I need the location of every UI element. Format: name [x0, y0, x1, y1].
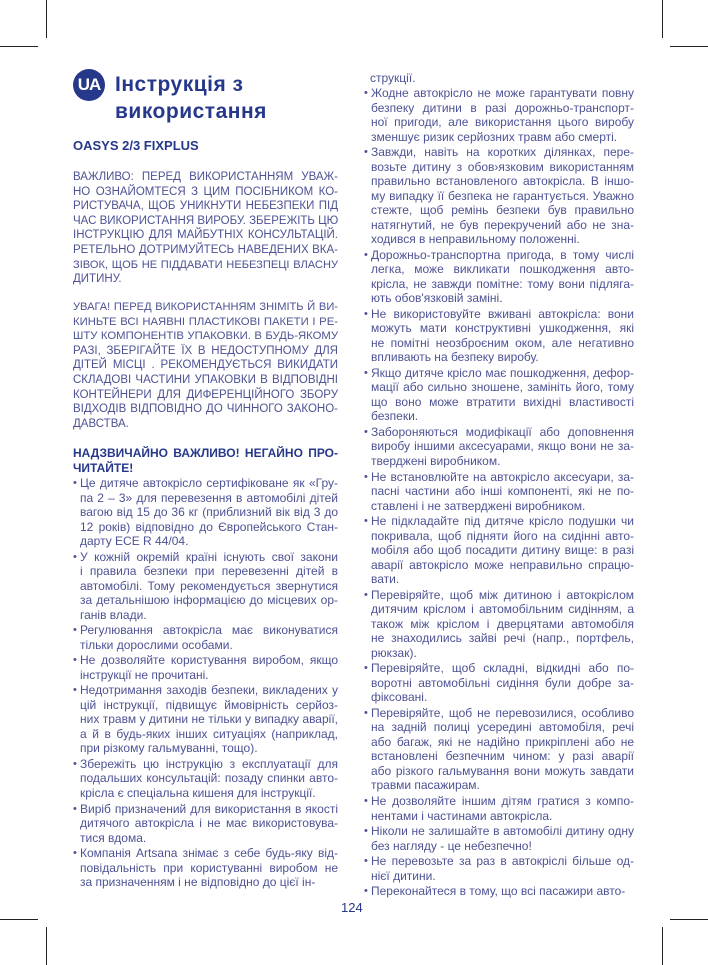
text-line: тільки дорослими особами. [80, 637, 233, 652]
crop-mark [0, 46, 38, 47]
text-line: за призначенням і не відповідно до цієї ін- [80, 875, 316, 890]
bullet-icon: • [364, 795, 368, 808]
language-badge: UA [73, 69, 105, 101]
text-line: ІНСТРУКЦІЮ ДЛЯ МАЙБУТНІХ КОНСУЛЬТАЦІЙ. [73, 229, 338, 242]
bullet-icon: • [364, 248, 368, 261]
text-line: дитячим кріслом і автомобільним сидінням, а [371, 602, 634, 617]
text-line: У кожній окремій країні існують свої закони [80, 549, 338, 564]
text-line: що воно може втратити вихідні властивості [371, 394, 634, 409]
bullet-icon: • [364, 146, 368, 159]
text-line: 12 років) відповідно до Європейського Стан- [80, 519, 338, 534]
text-line: Не встановлюйте на автокрісло аксесуари, за- [371, 469, 634, 484]
page-title [115, 71, 267, 125]
text-line: Не підкладайте під дитяче крісло подушки чи [371, 514, 634, 529]
text-line: при різкому гальмуванні, тощо). [80, 741, 258, 756]
text-line: стежте, щоб ремінь безпеки був правильно [371, 203, 634, 218]
product-name: OASYS 2/3 FIXPLUS [73, 138, 199, 153]
bullet-item [74, 802, 338, 846]
text-line: му випадку її безпека не гарантується. Уважно [371, 188, 634, 203]
text-line: а й в будь-яких інших ситуаціях (наприклад, [80, 726, 338, 741]
bullet-icon: • [73, 802, 77, 815]
text-line: автомобілі. Тому рекомендується звернутися [80, 578, 338, 593]
text-line: ганів влади. [80, 607, 147, 622]
page-number: 124 [341, 900, 363, 915]
text-line: Дорожньо-транспортна пригода, в тому числі [371, 247, 634, 262]
bullet-item [365, 86, 634, 144]
bullet-item [365, 425, 634, 469]
text-line: безпеки. [371, 409, 419, 424]
text-line: не знаходились зайві речі (напр., портфель, [371, 631, 634, 646]
text-line: ють обов'язковій заміні. [371, 291, 503, 306]
crop-mark [46, 927, 47, 965]
text-line: травми пасажирам. [371, 778, 480, 793]
text-line: УВАГА! ПЕРЕД ВИКОРИСТАННЯМ ЗНІМІТЬ Й ВИ- [73, 301, 338, 313]
text-line: РАЗІ, ЗБЕРІГАЙТЕ ЇХ В НЕДОСТУПНОМУ ДЛЯ [73, 344, 338, 357]
bullet-item [365, 884, 634, 899]
heading-line: ЧИТАЙТЕ! [73, 461, 134, 475]
text-line: без нагляду - це небезпечно! [371, 838, 532, 853]
bullet-item [74, 757, 338, 801]
text-line: пасні частини або інші компоненті, які не по- [371, 484, 634, 499]
text-line: ходився в неправильному положенні. [371, 232, 580, 247]
text-line: СКЛАДОВІ ЧАСТИНИ УПАКОВКИ В ВІДПОВІДНІ [73, 373, 338, 386]
text-line: впливають на безпеку виробу. [371, 350, 539, 365]
bullet-item [74, 846, 338, 890]
text-line: возьте дитину з обов›язковим використанням [371, 159, 634, 174]
bullet-icon: • [364, 425, 368, 438]
text-line: Збережіть цю інструкцію з експлуатації для [80, 756, 338, 771]
continuation-text [370, 71, 634, 86]
text-line: КИНЬТЕ ВСІ НАЯВНІ ПЛАСТИКОВІ ПАКЕТИ І РЕ- [73, 315, 338, 328]
text-line: воротні автомобільні сидіння були добре за- [371, 675, 634, 690]
text-line: Недотримання заходів безпеки, викладених у [80, 683, 338, 698]
text-line: встановлені безпечним чином: у разі аварії [371, 749, 634, 764]
bullet-item [365, 661, 634, 705]
text-line: Не дозволяйте користування виробом, якщо [80, 653, 338, 668]
text-line: Жодне автокрісло не може гарантувати повну [371, 86, 634, 100]
bullet-icon: • [73, 684, 77, 697]
bullet-icon: • [364, 307, 368, 320]
crop-mark [46, 0, 47, 38]
text-line: інструкції не прочитані. [80, 667, 209, 682]
text-line: них травм у дитини не тільки у випадку аварії, [80, 712, 338, 727]
bullet-item [74, 653, 338, 682]
text-line: РЕТЕЛЬНО ДОТРИМУЙТЕСЬ НАВЕДЕНИХ ВКА- [73, 243, 338, 256]
bullet-icon: • [364, 855, 368, 868]
bullet-icon: • [364, 588, 368, 601]
text-line: Переконайтеся в тому, що всі пасажири авто- [371, 884, 626, 899]
text-line: натягнутий, не був перекручений або не зна- [371, 217, 634, 232]
text-line: вати. [371, 572, 400, 587]
bullet-item [74, 476, 338, 549]
text-line: ЧАС ВИКОРИСТАННЯ ВИРОБУ. ЗБЕРЕЖІТЬ ЦЮ [73, 214, 339, 227]
bullet-item [74, 623, 338, 652]
text-line: крісла, не завжди помітне: тому вони підляга- [371, 276, 634, 291]
bullet-icon: • [364, 515, 368, 528]
text-line: Не дозволяйте іншим дітям гратися з компо- [371, 794, 634, 809]
text-line: дитячого автокрісла і не має використовува- [80, 816, 338, 831]
text-line: ШТУ КОМПОНЕНТІВ УПАКОВКИ. В БУДЬ-ЯКОМУ [73, 330, 338, 343]
bullet-item [365, 824, 634, 853]
text-line: ВІДХОДІВ ВІДПОВІДНО ДО ЧИННОГО ЗАКОНО- [73, 403, 338, 416]
text-line: аварії автокрісло може неправильно спрацю- [371, 557, 634, 572]
text-line: Перевіряйте, щоб між дитиною і автокріслом [371, 587, 634, 602]
text-line: або різкого гальмування вони можуть завдати [371, 763, 634, 778]
text-line: повідальність при користуванні виробом не [80, 860, 338, 875]
heading-line: НАДЗВИЧАЙНО ВАЖЛИВО! НЕГАЙНО ПРО- [73, 446, 338, 460]
text-line: подальших консультацій: позаду спинки авто- [80, 771, 338, 786]
text-line: цій інструкції, підвищує ймовірність серйоз- [80, 697, 338, 712]
bullet-icon: • [73, 654, 77, 667]
bullet-item [365, 145, 634, 247]
bullet-icon: • [73, 757, 77, 770]
text-line: тверджені виробником. [371, 453, 501, 468]
bullet-item [365, 794, 634, 823]
crop-mark [670, 46, 708, 47]
text-line: ставлені і не затверджені виробником. [371, 498, 586, 513]
left-bullet-list [74, 476, 338, 890]
text-line: тися вдома. [80, 830, 147, 845]
bullet-icon: • [364, 470, 368, 483]
crop-mark [670, 919, 708, 920]
text-line: на задній полиці усередині автомобіля, речі [371, 720, 634, 735]
text-line: правильно встановленого автокрісла. В іншо- [371, 174, 634, 189]
crop-mark [662, 0, 663, 38]
text-line: мації або сильно зношене, замініть його, тому [371, 380, 634, 395]
text-line: легка, може викликати пошкодження авто- [371, 262, 634, 277]
text-line: струкції. [370, 71, 416, 85]
text-line: Завжди, навіть на коротких ділянках, пере- [371, 145, 634, 160]
text-line: ДИТИНУ. [73, 273, 122, 286]
bullet-icon: • [73, 847, 77, 860]
bullet-icon: • [73, 477, 77, 489]
text-line: дарту ECE R 44/04. [80, 534, 189, 548]
text-line: Забороняються модифікації або доповнення [371, 424, 634, 439]
bullet-item [365, 307, 634, 365]
bullet-icon: • [364, 825, 368, 838]
crop-mark [662, 927, 663, 965]
text-line: фіксовані. [371, 690, 428, 705]
text-line: Перевіряйте, щоб не перевозилися, особливо [371, 705, 634, 720]
bullet-icon: • [364, 87, 368, 99]
title-line: Інструкція з [115, 73, 244, 96]
text-line: ВАЖЛИВО: ПЕРЕД ВИКОРИСТАННЯМ УВАЖ- [73, 171, 338, 183]
right-bullet-list [365, 86, 634, 899]
text-line: Це дитяче автокрісло сертифіковане як «Гру- [80, 476, 338, 490]
bullet-item [365, 706, 634, 793]
text-line: ДАВСТВА. [73, 417, 129, 430]
text-line: вагою від 15 до 36 кг (приблизний вік від 3 до [80, 505, 338, 519]
bullet-item [365, 366, 634, 424]
text-line: або багаж, які не надійно прикріплені або не [371, 734, 634, 749]
bullet-item [365, 514, 634, 587]
bullet-item [365, 248, 634, 306]
text-line: ЗІВОК, ЩОБ НЕ ПІДДАВАТИ НЕБЕЗПЕЦІ ВЛАСНУ [73, 258, 338, 271]
text-line: нієї дитини. [371, 868, 436, 883]
text-line: Компанія Artsana знімає з себе будь-яку від- [80, 846, 338, 861]
intro-paragraph [73, 170, 338, 287]
text-line: за детальнішою інформацією до місцевих ор- [80, 593, 338, 608]
text-line: Не використовуйте вживані автокрісла: вони [371, 306, 634, 321]
text-line: Перевіряйте, щоб складні, відкидні або по- [371, 661, 634, 676]
text-line: крісла є спеціальна кишеня для інструкції. [80, 785, 316, 800]
bullet-item [365, 854, 634, 883]
bullet-item [365, 588, 634, 661]
text-line: можуть мати конструктивні ушкодження, які [371, 321, 634, 336]
text-line: РИСТУВАЧА, ЩОБ УНИКНУТИ НЕБЕЗПЕКИ ПІД [73, 200, 338, 213]
text-line: виробу іншими аксесуарами, якщо вони не за- [371, 439, 634, 454]
text-line: покривала, щоб підняти його на сидінні авто- [371, 528, 634, 543]
text-line: КОНТЕЙНЕРИ ДЛЯ ДИФЕРЕНЦІЙНОГО ЗБОРУ [73, 388, 338, 401]
text-line: па 2 – 3» для перевезення в автомобілі дітей [80, 490, 338, 505]
text-line: ної пригоди, але використання цього виробу [371, 115, 634, 129]
text-line: також між кріслом і дверцятами автомобіля [371, 616, 634, 631]
bullet-icon: • [364, 366, 368, 379]
text-line: Якщо дитяче крісло має пошкодження, дефор- [371, 365, 634, 380]
intro-paragraph [73, 300, 338, 431]
text-line: Виріб призначений для використання в якості [80, 801, 338, 816]
bullet-item [74, 550, 338, 623]
bullet-icon: • [364, 706, 368, 719]
text-line: НО ОЗНАЙОМТЕСЯ З ЦИМ ПОСІБНИКОМ КО- [73, 185, 338, 198]
text-line: не помітні неозброєним оком, але негативно [371, 335, 634, 350]
text-line: ДІТЕЙ МІСЦІ . РЕКОМЕНДУЄТЬСЯ ВИКИДАТИ [73, 359, 338, 372]
crop-mark [0, 919, 38, 920]
text-line: рюкзак). [371, 645, 417, 660]
bullet-item [74, 683, 338, 756]
bullet-icon: • [364, 885, 368, 898]
text-line: зменшує ризик серйозних травм або смерті. [371, 129, 618, 144]
text-line: безпеку дитини в разі дорожньо-транспорт- [371, 100, 634, 115]
text-line: Не перевозьте за раз в автокріслі більше од- [371, 854, 634, 869]
bullet-icon: • [73, 550, 77, 563]
text-line: нентами і частинами автокрісла. [371, 808, 553, 823]
bullet-icon: • [364, 662, 368, 675]
text-line: Регулювання автокрісла має виконуватися [80, 623, 338, 638]
text-line: Ніколи не залишайте в автомобілі дитину одну [371, 824, 634, 839]
warning-heading [73, 446, 338, 476]
bullet-item [365, 470, 634, 514]
bullet-icon: • [73, 624, 77, 637]
text-line: і правила безпеки при перевезенні дітей в [80, 564, 338, 579]
title-line: використання [115, 100, 267, 123]
text-line: мобіля або щоб посадити дитину вище: в разі [371, 543, 634, 558]
